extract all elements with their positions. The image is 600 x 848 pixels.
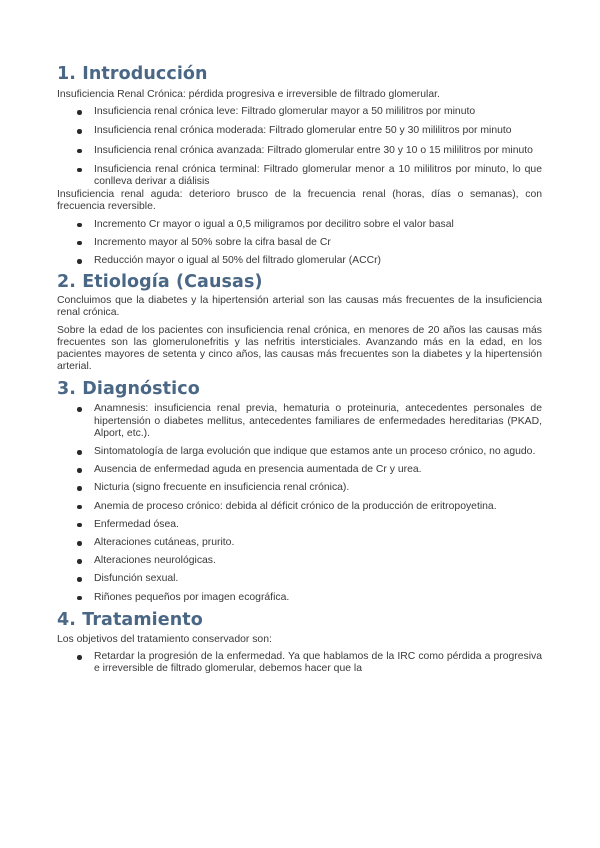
treatment-list — [57, 651, 542, 675]
list-item: Ausencia de enfermedad aguda en presencia aumentada de Cr y urea. — [57, 464, 542, 476]
list-item: Insuficiencia renal crónica leve: Filtrado glomerular mayor a 50 mililitros por minuto — [57, 106, 542, 118]
list-item: Retardar la progresión de la enfermedad. Ya que hablamos de la IRC como pérdida a progresiva e irreversible de filtrado glomerular, debemos hacer que la — [57, 651, 542, 675]
list-item: Incremento mayor al 50% sobre la cifra basal de Cr — [57, 237, 542, 249]
list-item: Incremento Cr mayor o igual a 0,5 miligramos por decilitro sobre el valor basal — [57, 219, 542, 231]
document-page — [57, 64, 542, 676]
chronic-stages-list — [57, 106, 542, 188]
acute-criteria-list — [57, 219, 542, 268]
list-item: Insuficiencia renal crónica avanzada: Filtrado glomerular entre 30 y 10 o 15 mililitros por minuto — [57, 145, 542, 157]
diagnosis-list — [57, 403, 542, 603]
etiology-paragraph-1: Concluimos que la diabetes y la hipertensión arterial son las causas más frecuentes de la insuficiencia renal crónica. — [57, 295, 542, 319]
list-item: Anamnesis: insuficiencia renal previa, hematuria o proteinuria, antecedentes personales de hipertensión o diabetes mellitus, antecedentes familiares de enfermedades hereditarias (PKAD, Alport, etc.). — [57, 403, 542, 440]
section-title-introduccion: 1. Introducción — [57, 64, 208, 84]
intro-paragraph: Insuficiencia Renal Crónica: pérdida progresiva e irreversible de filtrado glomerular. — [57, 89, 440, 100]
list-item: Disfunción sexual. — [57, 573, 542, 585]
list-item: Nicturia (signo frecuente en insuficiencia renal crónica). — [57, 482, 542, 494]
list-item: Reducción mayor o igual al 50% del filtrado glomerular (ACCr) — [57, 255, 542, 267]
acute-paragraph: Insuficiencia renal aguda: deterioro brusco de la frecuencia renal (horas, días o semanas), con frecuencia reversible. — [57, 189, 542, 213]
list-item: Insuficiencia renal crónica terminal: Filtrado glomerular menor a 10 mililitros por minuto, lo que conlleva derivar a diálisis — [57, 164, 542, 188]
list-item: Riñones pequeños por imagen ecográfica. — [57, 592, 542, 604]
section-title-tratamiento: 4. Tratamiento — [57, 609, 203, 630]
list-item: Sintomatología de larga evolución que indique que estamos ante un proceso crónico, no agudo. — [57, 446, 542, 458]
section-title-diagnostico: 3. Diagnóstico — [57, 379, 200, 400]
list-item: Alteraciones cutáneas, prurito. — [57, 537, 542, 549]
list-item: Enfermedad ósea. — [57, 519, 542, 531]
section-title-etiologia: 2. Etiología (Causas) — [57, 272, 263, 293]
list-item: Insuficiencia renal crónica moderada: Filtrado glomerular entre 50 y 30 mililitros por minuto — [57, 125, 542, 137]
etiology-paragraph-2: Sobre la edad de los pacientes con insuficiencia renal crónica, en menores de 20 años las causas más frecuentes son las glomerulonefritis y las nefritis intersticiales. Avanzando más en la edad, en los pacientes mayores de setenta y cinco años, las causas más frecuentes son la diabetes y la hipertensión arterial. — [57, 324, 542, 373]
list-item: Anemia de proceso crónico: debida al déficit crónico de la producción de eritropoyetina. — [57, 501, 542, 513]
list-item: Alteraciones neurológicas. — [57, 555, 542, 567]
treatment-intro: Los objetivos del tratamiento conservador son: — [57, 633, 272, 645]
